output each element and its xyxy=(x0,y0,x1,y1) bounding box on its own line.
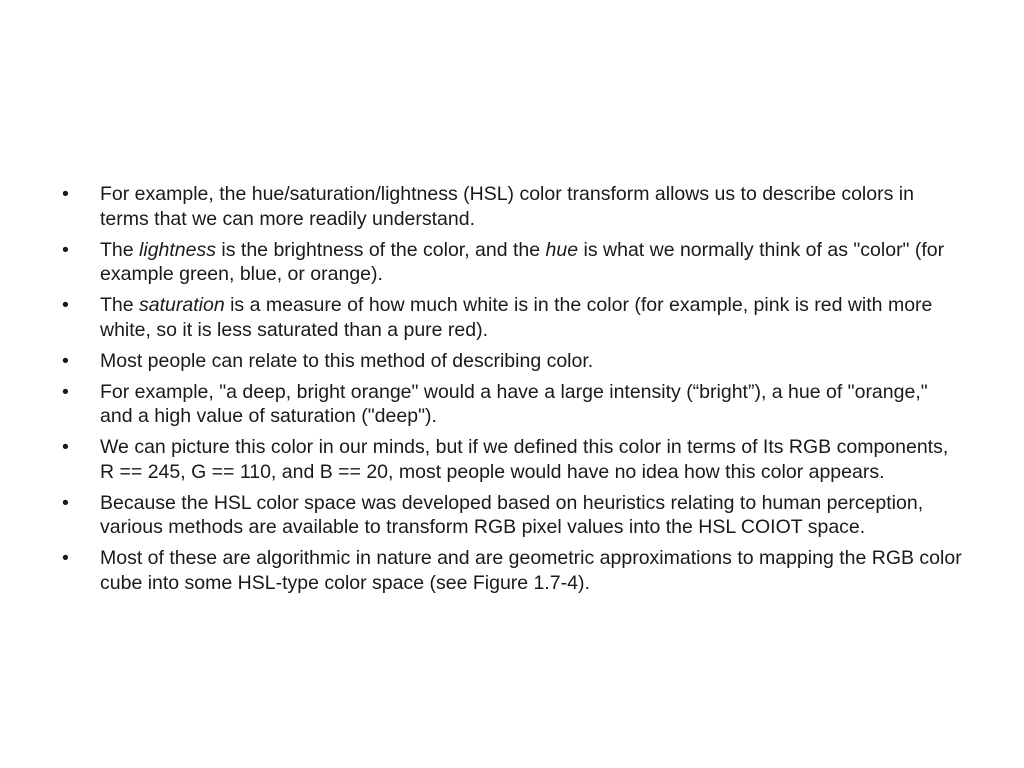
bullet-dot-icon: • xyxy=(62,349,69,372)
bullet-item xyxy=(62,293,962,342)
bullet-text: For example, "a deep, bright orange" would a have a large intensity (“bright”), a hue of "orange," and a high value of saturation ("deep"). xyxy=(100,380,928,427)
bullet-dot-icon: • xyxy=(62,238,69,261)
bullet-dot-icon: • xyxy=(62,294,69,316)
bullet-item xyxy=(62,435,962,484)
bullet-item xyxy=(62,491,962,540)
bullet-item xyxy=(62,349,962,374)
bullet-text-post: is what we normally think of as "color" (for example green, blue, or orange). xyxy=(100,238,945,285)
bullet-text: We can picture this color in our minds, but if we defined this color in terms of Its RGB components, R == 245, G == 110, and B == 20, most people would have no idea how this color appears. xyxy=(100,436,949,483)
bullet-text-mid: is the brightness of the color, and the xyxy=(216,238,546,261)
term-hue: hue xyxy=(545,238,579,261)
bullet-item xyxy=(62,182,962,231)
bullet-item xyxy=(62,546,962,595)
term-lightness: lightness xyxy=(139,238,216,261)
bullet-text: For example, the hue/saturation/lightness (HSL) color transform allows us to describe colors in terms that we can more readily understand. xyxy=(100,183,914,230)
bullet-list xyxy=(62,182,962,602)
bullet-text: Because the HSL color space was developed based on heuristics relating to human perception, various methods are available to transform RGB pixel values into the HSL COIOT space. xyxy=(100,491,924,538)
bullet-text: Most of these are algorithmic in nature and are geometric approximations to mapping the RGB color cube into some HSL-type color space (see Figure 1.7-4). xyxy=(100,547,962,594)
bullet-text xyxy=(100,239,944,286)
bullet-item xyxy=(62,380,962,429)
bullet-text-post: is a measure of how much white is in the color (for example, pink is red with more white, so it is less saturated than a pure red). xyxy=(100,294,933,341)
bullet-dot-icon: • xyxy=(62,547,69,569)
bullet-text-pre: The xyxy=(100,238,140,261)
bullet-dot-icon: • xyxy=(62,491,69,514)
term-saturation: saturation xyxy=(139,294,225,316)
bullet-text: Most people can relate to this method of describing color. xyxy=(100,349,594,372)
bullet-dot-icon: • xyxy=(62,183,69,205)
bullet-text-pre: The xyxy=(100,294,140,316)
bullet-dot-icon: • xyxy=(62,436,69,458)
bullet-dot-icon: • xyxy=(62,380,69,403)
bullet-text xyxy=(100,294,932,341)
bullet-item xyxy=(62,238,962,287)
